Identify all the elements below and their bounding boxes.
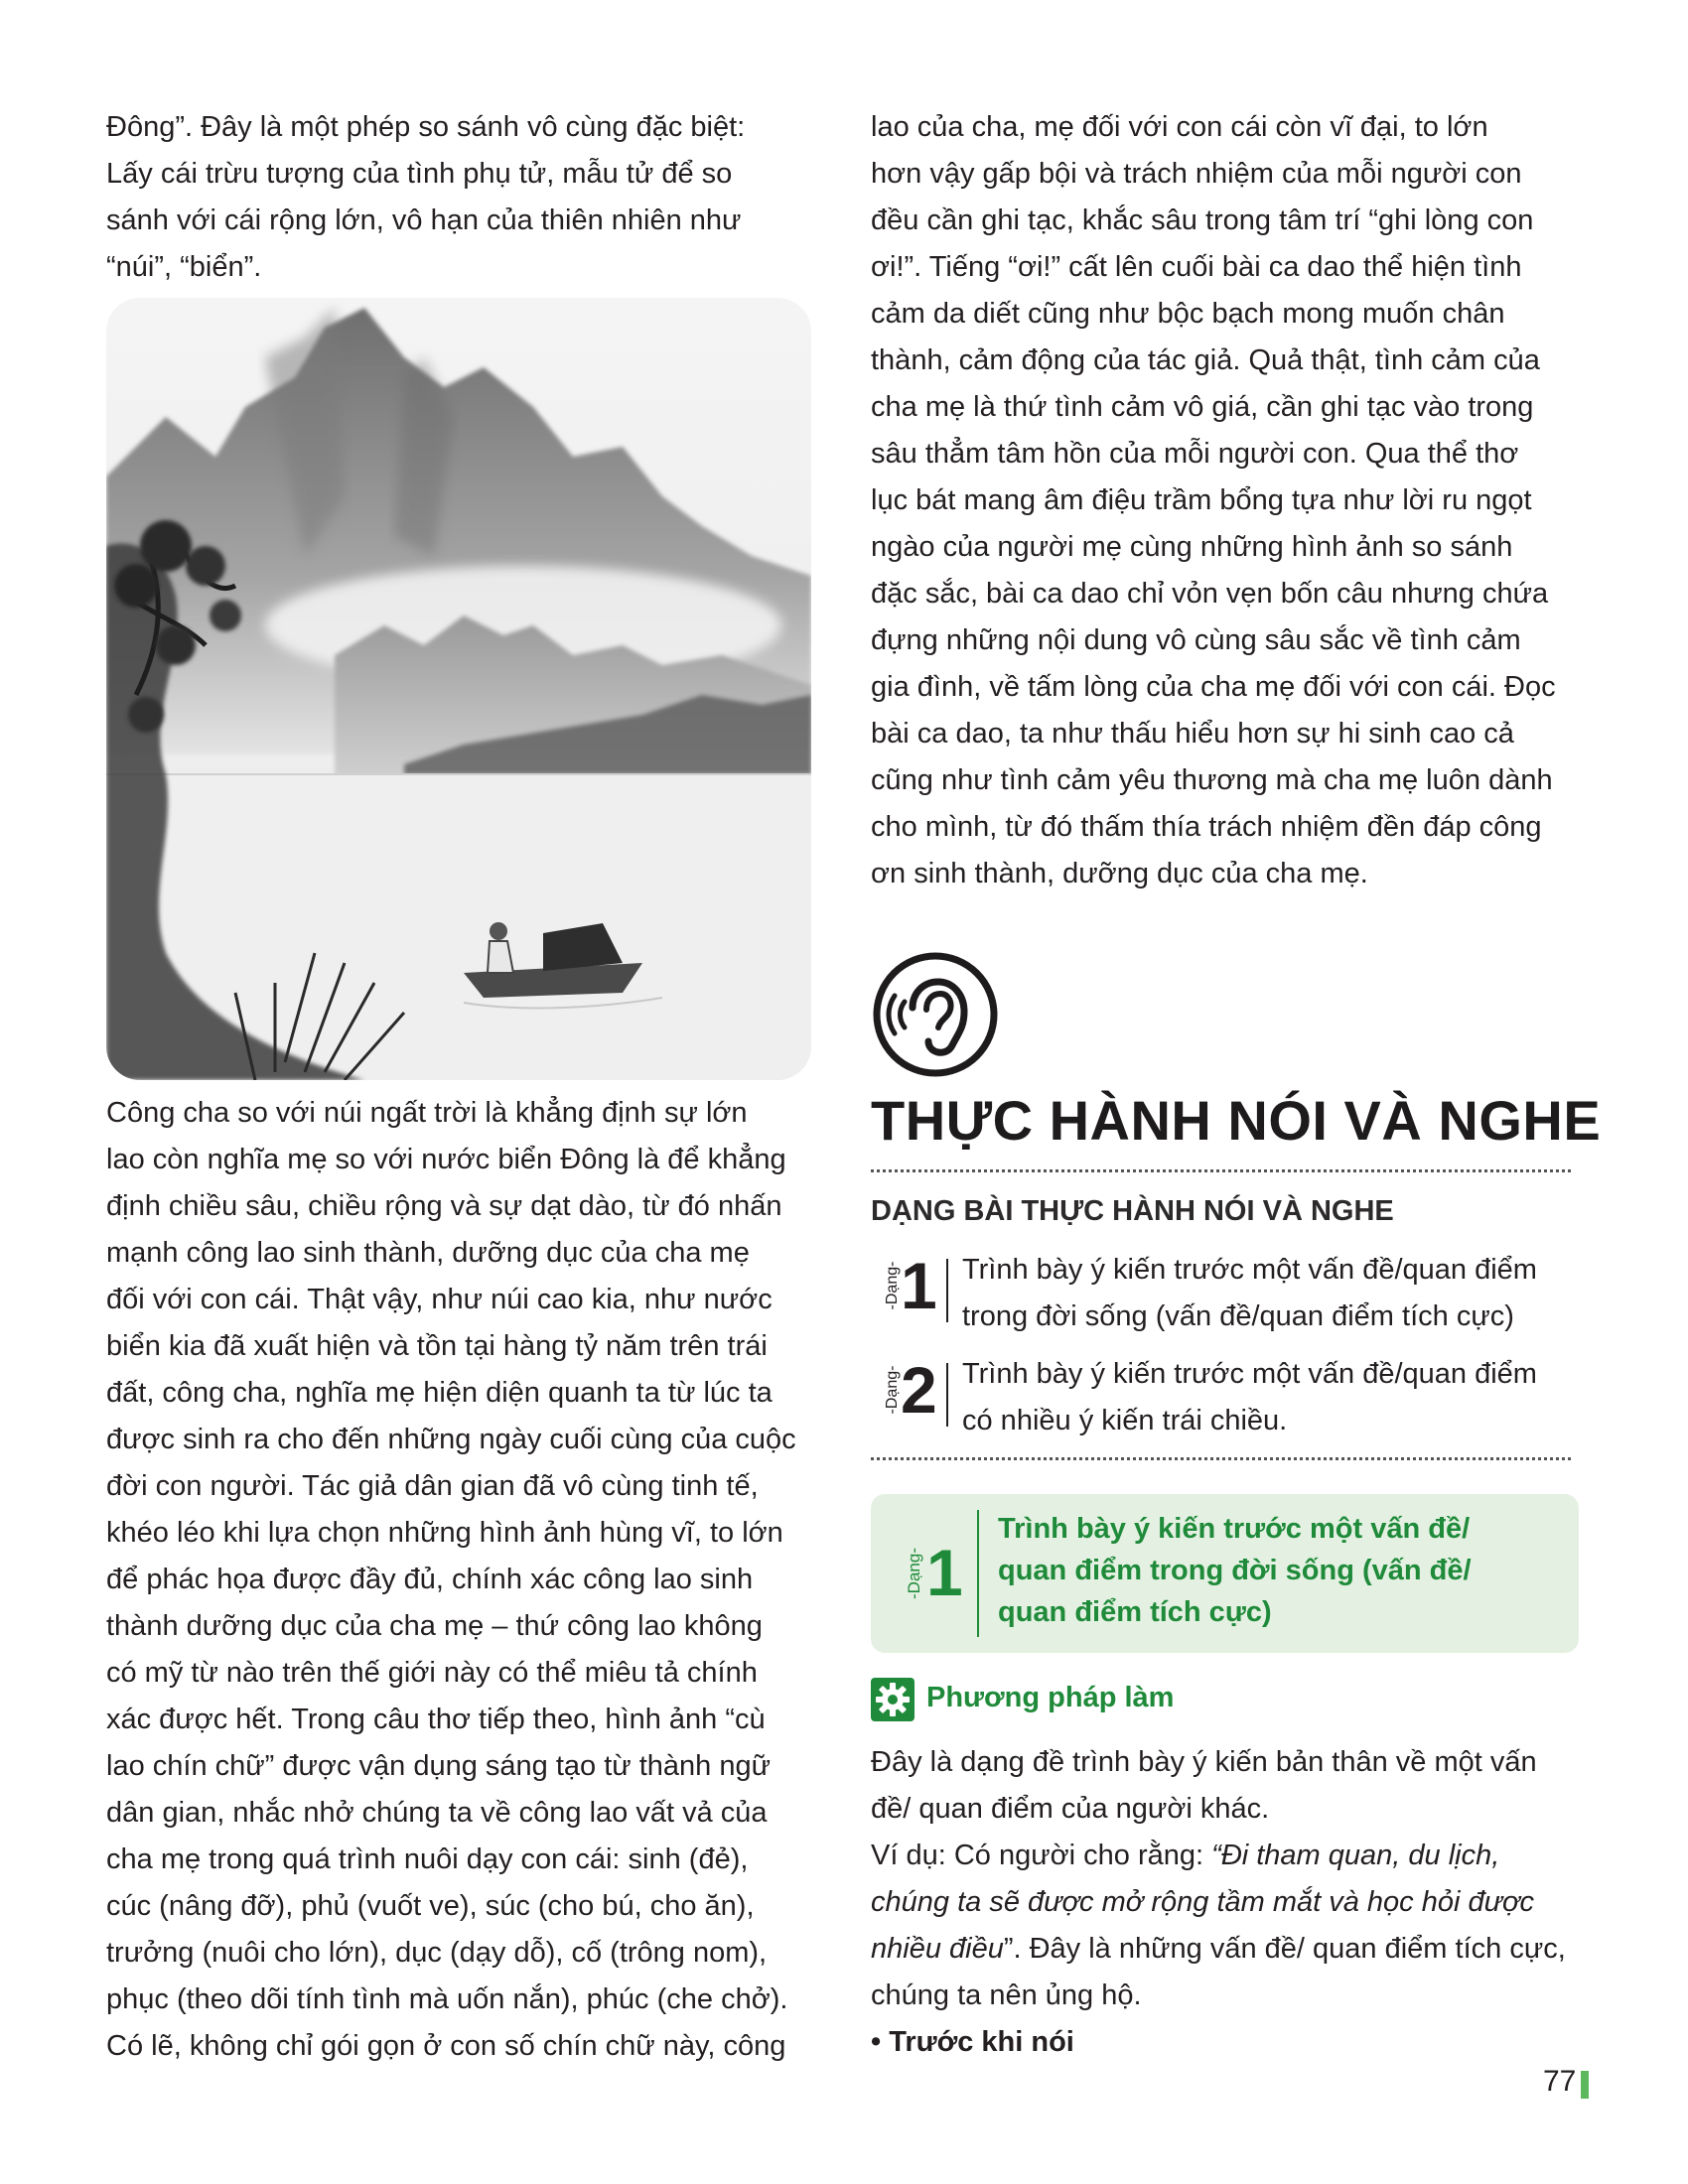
text-line: cảm da diết cũng như bộc bạch mong muốn chân xyxy=(871,298,1505,330)
text-line: cha mẹ là thứ tình cảm vô giá, cần ghi tạc vào trong xyxy=(871,391,1534,423)
text-line: Đông”. Đây là một phép so sánh vô cùng đặc biệt: xyxy=(106,111,746,143)
text-line: đất, công cha, nghĩa mẹ hiện diện quanh ta từ lúc ta xyxy=(106,1377,773,1409)
text-line: để phác họa được đầy đủ, chính xác công lao sinh xyxy=(106,1564,754,1595)
text-line: đề/ quan điểm của người khác. xyxy=(871,1793,1270,1825)
highlight-label: -Dạng- xyxy=(905,1548,923,1599)
highlight-text-line: Trình bày ý kiến trước một vấn đề/ xyxy=(998,1513,1471,1545)
gear-icon xyxy=(871,1678,914,1721)
type-text xyxy=(962,1247,1582,1340)
text-line: sâu thẳm tâm hồn của mỗi người con. Qua thể thơ xyxy=(871,438,1519,470)
text-line: Có lẽ, không chỉ gói gọn ở con số chín chữ này, công xyxy=(106,2030,786,2062)
text-line: cho mình, từ đó thấm thía trách nhiệm đền đáp công xyxy=(871,811,1542,843)
highlight-text-line: quan điểm trong đời sống (vấn đề/ xyxy=(998,1555,1472,1586)
text-line: “núi”, “biển”. xyxy=(106,251,262,283)
text-line: dân gian, nhắc nhở chúng ta về công lao vất vả của xyxy=(106,1797,768,1829)
text-line: chúng ta nên ủng hộ. xyxy=(871,1979,1142,2011)
type-text-line: trong đời sống (vấn đề/quan điểm tích cực) xyxy=(962,1300,1514,1332)
bullet-before-speaking: • Trước khi nói xyxy=(871,2026,1074,2058)
text-line: cúc (nâng đỡ), phủ (vuốt ve), súc (cho bú, cho ăn), xyxy=(106,1890,755,1922)
type-number: 2 xyxy=(901,1353,937,1427)
example-line xyxy=(871,1926,1579,1973)
text-line: định chiều sâu, chiều rộng và sự dạt dào, từ đó nhấn xyxy=(106,1190,782,1222)
highlight-box-type-1 xyxy=(871,1494,1579,1653)
text-line: được sinh ra cho đến những ngày cuối cùng của cuộc xyxy=(106,1424,796,1455)
example-line xyxy=(871,1833,1579,1879)
text-line: đều cần ghi tạc, khắc sâu trong tâm trí “ghi lòng con xyxy=(871,205,1534,236)
text-line: đối với con cái. Thật vậy, như núi cao kia, như nước xyxy=(106,1284,773,1315)
text-line: Công cha so với núi ngất trời là khẳng định sự lớn xyxy=(106,1097,748,1129)
example-quote: chúng ta sẽ được mở rộng tầm mắt và học hỏi được xyxy=(871,1886,1535,1918)
text-line: gia đình, về tấm lòng của cha mẹ đối với con cái. Đọc xyxy=(871,671,1556,703)
example-quote: nhiều điều xyxy=(871,1933,1004,1965)
left-body-paragraph xyxy=(106,1090,813,2070)
text-line: lao còn nghĩa mẹ so với nước biển Đông là để khẳng xyxy=(106,1144,786,1175)
text-line: trưởng (nuôi cho lớn), dục (dạy dỗ), cố (trông nom), xyxy=(106,1937,768,1969)
highlight-text xyxy=(998,1508,1564,1633)
text-line: đời con người. Tác giả dân gian đã vô cùng tinh tế, xyxy=(106,1470,759,1502)
text-line: hơn vậy gấp bội và trách nhiệm của mỗi người con xyxy=(871,158,1522,190)
example-quote: “Đi tham quan, du lịch, xyxy=(1211,1840,1500,1871)
section-title: THỰC HÀNH NÓI VÀ NGHE xyxy=(871,1089,1602,1152)
highlight-text-line: quan điểm tích cực) xyxy=(998,1596,1272,1628)
example-after: ”. Đây là những vấn đề/ quan điểm tích cực, xyxy=(1003,1933,1566,1965)
text-line: thành, cảm động của tác giả. Quả thật, tình cảm của xyxy=(871,344,1540,376)
method-paragraph xyxy=(871,1739,1579,2066)
type-text-line: Trình bày ý kiến trước một vấn đề/quan điểm xyxy=(962,1358,1537,1390)
text-line: xác được hết. Trong câu thơ tiếp theo, hình ảnh “cù xyxy=(106,1704,766,1735)
page-marker xyxy=(1581,2071,1589,2099)
type-text xyxy=(962,1351,1582,1444)
type-text-line: có nhiều ý kiến trái chiều. xyxy=(962,1405,1288,1436)
section-subheading: DẠNG BÀI THỰC HÀNH NÓI VÀ NGHE xyxy=(871,1195,1394,1227)
text-line: biển kia đã xuất hiện và tồn tại hàng tỷ năm trên trái xyxy=(106,1330,768,1362)
text-line: mạnh công lao sinh thành, dưỡng dục của cha mẹ xyxy=(106,1237,750,1269)
text-line: ơi!”. Tiếng “ơi!” cất lên cuối bài ca dao thể hiện tình xyxy=(871,251,1522,283)
text-line: ngào của người mẹ cùng những hình ảnh so sánh xyxy=(871,531,1513,563)
text-line: có mỹ từ nào trên thế giới này có thể miêu tả chính xyxy=(106,1657,758,1689)
text-line: lục bát mang âm điệu trầm bổng tựa như lời ru ngọt xyxy=(871,484,1532,516)
text-line: Đây là dạng đề trình bày ý kiến bản thân về một vấn xyxy=(871,1746,1537,1778)
type-number: 1 xyxy=(901,1249,937,1322)
type-item-2 xyxy=(871,1351,1579,1434)
right-body-paragraph xyxy=(871,104,1579,897)
method-title: Phương pháp làm xyxy=(926,1682,1175,1713)
text-line: ơn sinh thành, dưỡng dục của cha mẹ. xyxy=(871,858,1368,889)
text-line: Lấy cái trừu tượng của tình phụ tử, mẫu tử để so xyxy=(106,158,733,190)
highlight-number: 1 xyxy=(926,1536,963,1609)
text-line: đặc sắc, bài ca dao chỉ vỏn vẹn bốn câu nhưng chứa xyxy=(871,578,1549,610)
example-prefix: Ví dụ: Có người cho rằng: xyxy=(871,1840,1212,1871)
type-divider xyxy=(946,1363,948,1427)
example-line xyxy=(871,1879,1579,1926)
left-intro-paragraph xyxy=(106,104,813,291)
text-line: bài ca dao, ta như thấu hiểu hơn sự hi sinh cao cả xyxy=(871,718,1514,750)
dotted-divider xyxy=(871,1457,1571,1460)
text-line: cha mẹ trong quá trình nuôi dạy con cái: sinh (đẻ), xyxy=(106,1843,749,1875)
text-line: sánh với cái rộng lớn, vô hạn của thiên nhiên như xyxy=(106,205,742,236)
ink-landscape-painting xyxy=(106,298,811,1080)
text-line: cũng như tình cảm yêu thương mà cha mẹ luôn dành xyxy=(871,764,1553,796)
highlight-divider xyxy=(977,1510,979,1637)
type-item-1 xyxy=(871,1247,1579,1330)
type-divider xyxy=(946,1259,948,1322)
text-line: đựng những nội dung vô cùng sâu sắc về tình cảm xyxy=(871,624,1521,656)
text-line: lao của cha, mẹ đối với con cái còn vĩ đại, to lớn xyxy=(871,111,1488,143)
text-line: lao chín chữ” được vận dụng sáng tạo từ thành ngữ xyxy=(106,1750,772,1782)
type-label: -Dạng- xyxy=(884,1261,901,1310)
type-text-line: Trình bày ý kiến trước một vấn đề/quan điểm xyxy=(962,1254,1537,1286)
dotted-divider xyxy=(871,1169,1571,1172)
text-line: thành dưỡng dục của cha mẹ – thứ công lao không xyxy=(106,1610,763,1642)
text-line: phục (theo dõi tính tình mà uốn nắn), phúc (che chở). xyxy=(106,1983,788,2015)
ear-icon xyxy=(871,950,1000,1079)
type-label: -Dạng- xyxy=(884,1365,901,1415)
page-number: 77 xyxy=(1543,2065,1577,2098)
text-line: khéo léo khi lựa chọn những hình ảnh hùng vĩ, to lớn xyxy=(106,1517,783,1549)
